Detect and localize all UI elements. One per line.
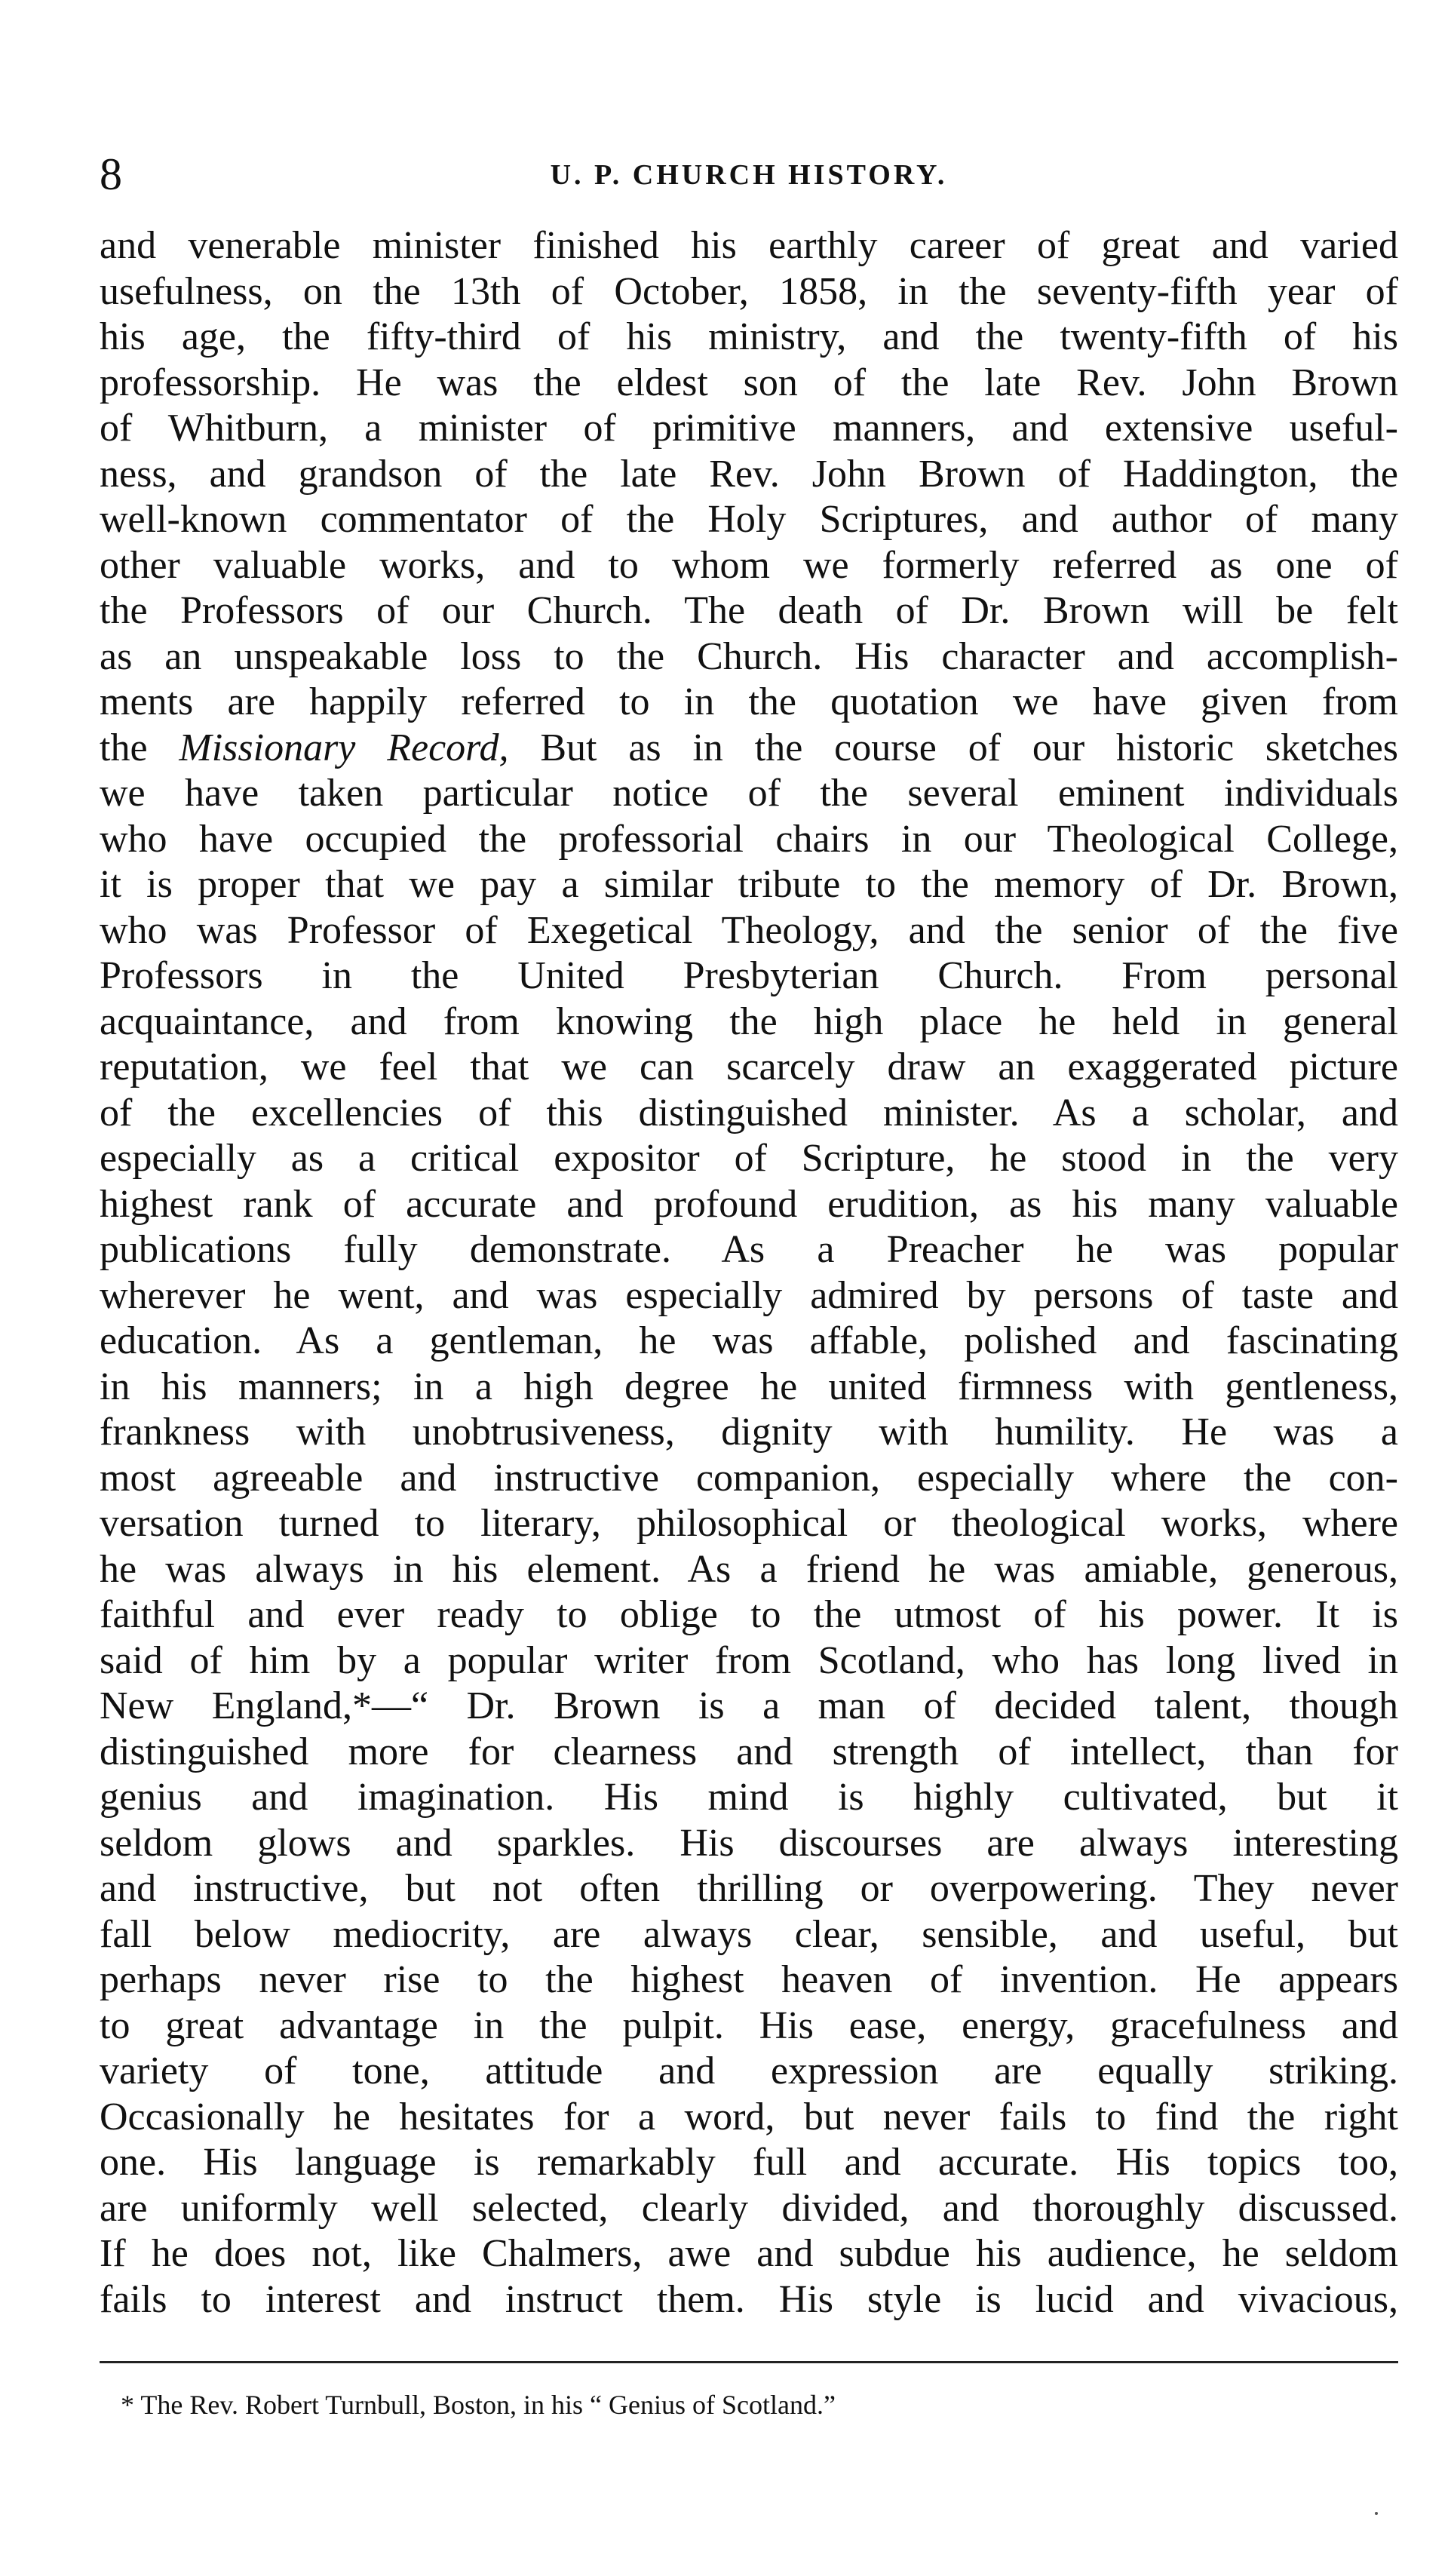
- body-text: [100, 223, 1398, 2323]
- text-line: fails to interest and instruct them. His style is lucid and vivacious,: [100, 2277, 1398, 2321]
- text-line: publications fully demonstrate. As a Preacher he was popular: [100, 1228, 1398, 1271]
- text-line: highest rank of accurate and profound erudition, as his many valuable: [100, 1182, 1398, 1226]
- text-line: New England,*—“ Dr. Brown is a man of decided talent, though: [100, 1684, 1398, 1727]
- text-line: other valuable works, and to whom we formerly referred as one of: [100, 543, 1398, 587]
- text-line: fall below mediocrity, are always clear, sensible, and useful, but: [100, 1912, 1398, 1956]
- paper-speck: [1375, 2512, 1378, 2515]
- text-line: it is proper that we pay a similar tribute to the memory of Dr. Brown,: [100, 863, 1398, 906]
- text-line: are uniformly well selected, clearly divided, and thoroughly discussed.: [100, 2186, 1398, 2230]
- text-line: and instructive, but not often thrilling or overpowering. They never: [100, 1867, 1398, 1910]
- text-line: who was Professor of Exegetical Theology, and the senior of the five: [100, 908, 1398, 952]
- text-line: he was always in his element. As a friend he was amiable, generous,: [100, 1547, 1398, 1591]
- text-fragment: But as in the course of our historic sketches: [540, 726, 1398, 769]
- text-line: one. His language is remarkably full and accurate. His topics too,: [100, 2141, 1398, 2184]
- text-line: most agreeable and instructive companion, especially where the con-: [100, 1456, 1398, 1500]
- text-line: especially as a critical expositor of Scripture, he stood in the very: [100, 1137, 1398, 1180]
- text-line: well-known commentator of the Holy Scriptures, and author of many: [100, 498, 1398, 541]
- text-line: as an unspeakable loss to the Church. His character and accomplish-: [100, 634, 1398, 678]
- text-line: seldom glows and sparkles. His discourses are always interesting: [100, 1821, 1398, 1865]
- text-line: and venerable minister finished his earthly career of great and varied: [100, 224, 1398, 267]
- text-line: reputation, we feel that we can scarcely draw an exaggerated picture: [100, 1045, 1398, 1088]
- text-line: professorship. He was the eldest son of the late Rev. John Brown: [100, 361, 1398, 404]
- text-line: of Whitburn, a minister of primitive manners, and extensive useful-: [100, 407, 1398, 450]
- text-line: in his manners; in a high degree he united firmness with gentleness,: [100, 1365, 1398, 1408]
- text-line: ness, and grandson of the late Rev. John Brown of Haddington, the: [100, 452, 1398, 496]
- text-line: wherever he went, and was especially admired by persons of taste and: [100, 1273, 1398, 1317]
- text-line: Occasionally he hesitates for a word, but never fails to find the right: [100, 2095, 1398, 2138]
- text-line: perhaps never rise to the highest heaven of invention. He appears: [100, 1958, 1398, 2001]
- text-line: acquaintance, and from knowing the high place he held in general: [100, 999, 1398, 1043]
- text-line: ments are happily referred to in the quotation we have given from: [100, 680, 1398, 723]
- text-line: to great advantage in the pulpit. His ease, energy, gracefulness and: [100, 2003, 1398, 2047]
- text-line: who have occupied the professorial chairs in our Theological College,: [100, 817, 1398, 861]
- footnote-rule: [100, 2361, 1398, 2363]
- text-line: his age, the fifty-third of his ministry, and the twenty-fifth of his: [100, 315, 1398, 358]
- footnote: * The Rev. Robert Turnbull, Boston, in his “ Genius of Scotland.”: [121, 2390, 836, 2420]
- text-line: faithful and ever ready to oblige to the utmost of his power. It is: [100, 1593, 1398, 1636]
- text-line: Professors in the United Presbyterian Church. From personal: [100, 954, 1398, 997]
- text-line: we have taken particular notice of the several eminent individuals: [100, 772, 1398, 815]
- italic-publication-title: Missionary Record,: [179, 726, 509, 769]
- text-line: versation turned to literary, philosophical or theological works, where: [100, 1502, 1398, 1545]
- text-line: of the excellencies of this distinguished minister. As a scholar, and: [100, 1091, 1398, 1134]
- page-header: [100, 148, 1398, 201]
- text-line: variety of tone, attitude and expression are equally striking.: [100, 2049, 1398, 2092]
- text-line-with-italic-title: [100, 726, 1398, 772]
- running-title: U. P. CHURCH HISTORY.: [550, 159, 948, 191]
- page-number: 8: [100, 149, 122, 199]
- text-fragment: the: [100, 726, 148, 769]
- text-line: education. As a gentleman, he was affable, polished and fascinating: [100, 1319, 1398, 1362]
- text-line: distinguished more for clearness and strength of intellect, than for: [100, 1730, 1398, 1773]
- text-line: the Professors of our Church. The death of Dr. Brown will be felt: [100, 589, 1398, 632]
- text-line: frankness with unobtrusiveness, dignity with humility. He was a: [100, 1411, 1398, 1454]
- text-line: genius and imagination. His mind is highly cultivated, but it: [100, 1776, 1398, 1819]
- text-line: usefulness, on the 13th of October, 1858, in the seventy-fifth year of: [100, 269, 1398, 313]
- text-line: If he does not, like Chalmers, awe and subdue his audience, he seldom: [100, 2232, 1398, 2275]
- text-line: said of him by a popular writer from Scotland, who has long lived in: [100, 1638, 1398, 1682]
